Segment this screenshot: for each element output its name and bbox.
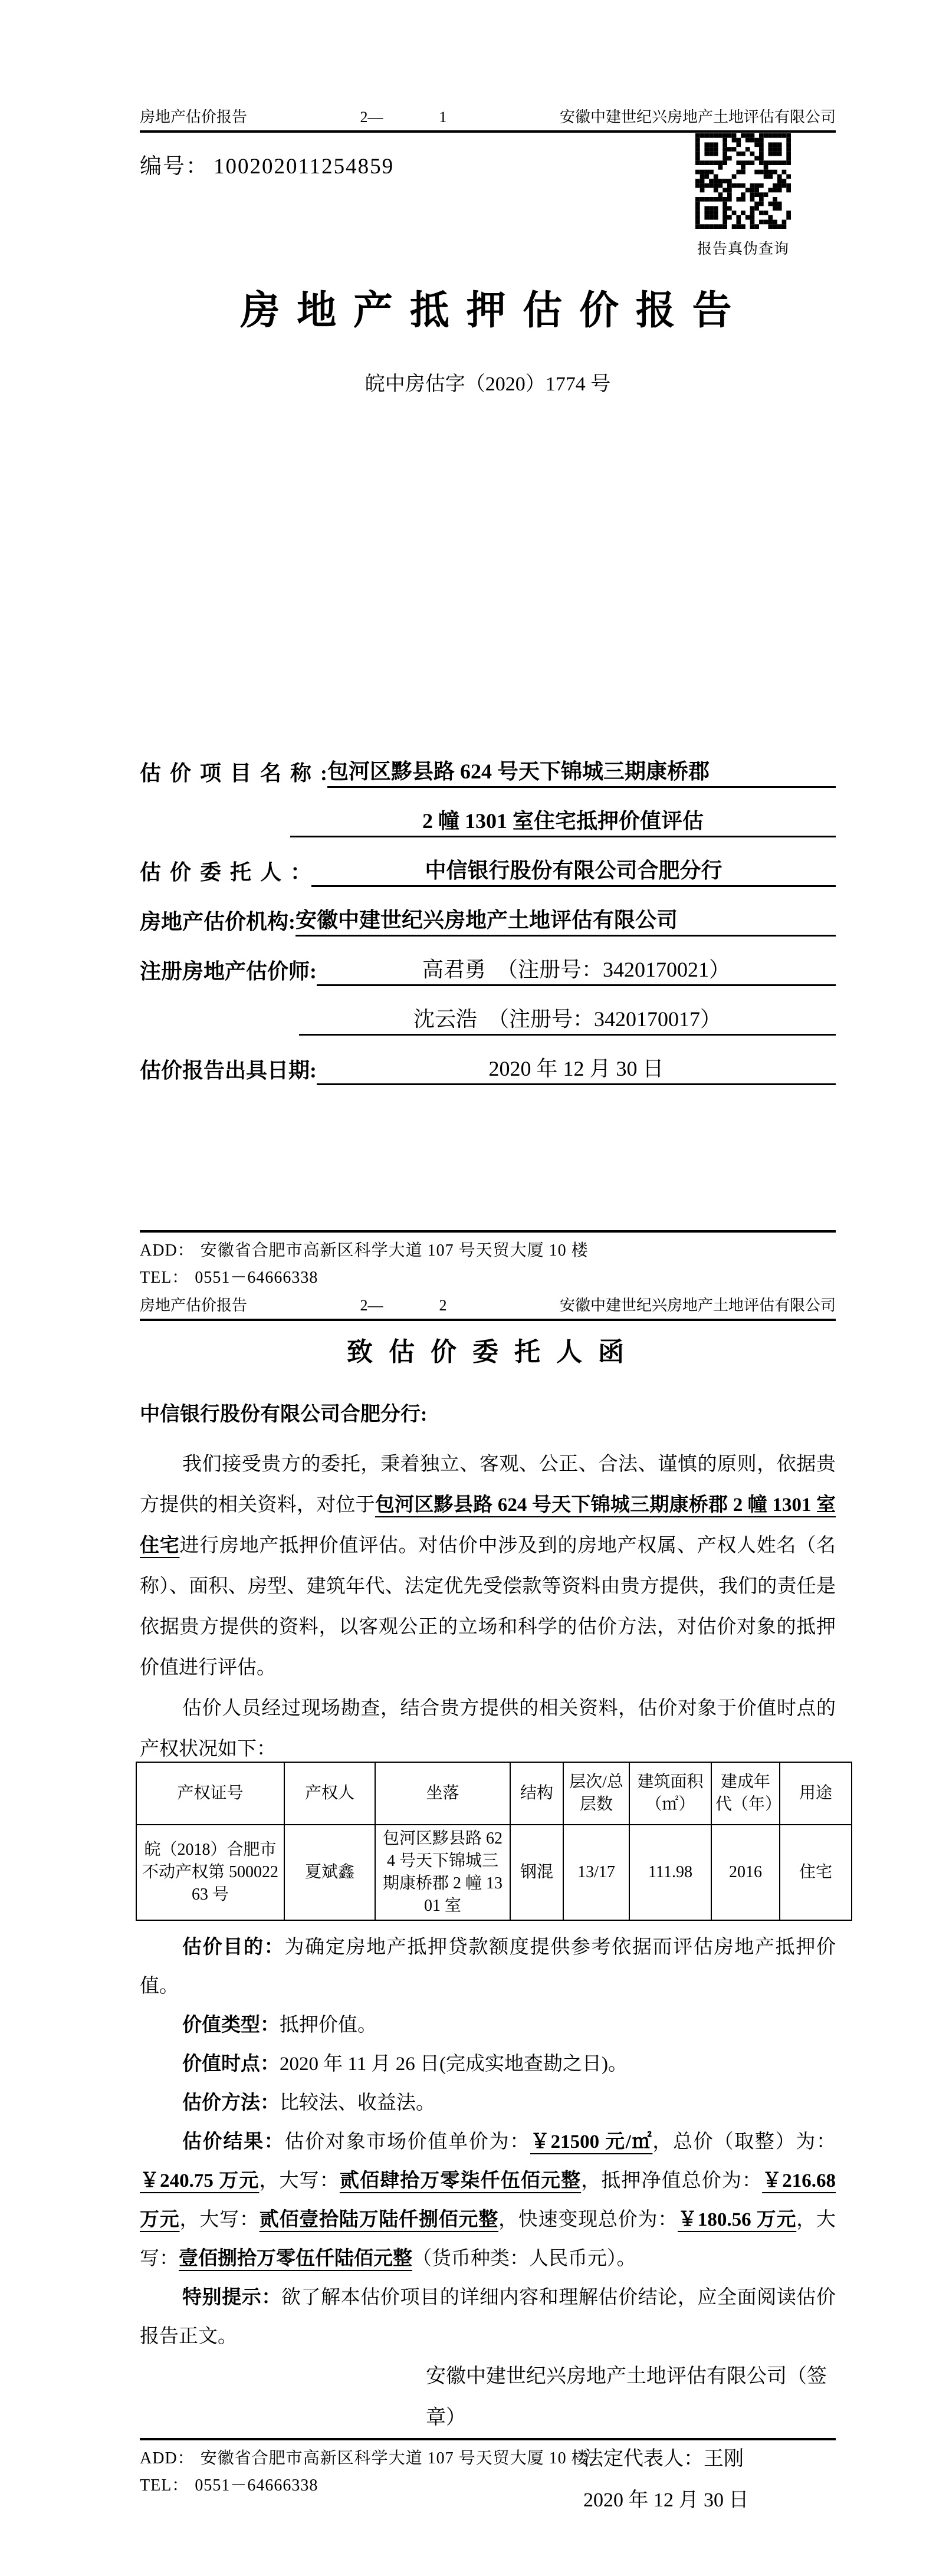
field-value: 中信银行股份有限公司合肥分行 xyxy=(311,854,836,887)
field-issue-date xyxy=(140,1036,836,1085)
table-cell-location: 包河区黟县路 624 号天下锦城三期康桥郡 2 幢 1301 室 xyxy=(375,1825,510,1920)
report-number-value: 100202011254859 xyxy=(214,155,395,179)
field-appraiser-1 xyxy=(140,937,836,986)
table-cell-structure: 钢混 xyxy=(510,1825,563,1920)
summary-items xyxy=(140,1928,836,2356)
table-header-row xyxy=(136,1762,852,1825)
footer-tel-label: TEL： xyxy=(140,2476,189,2495)
page-2-footer xyxy=(140,2438,836,2502)
field-value: 高君勇 （注册号：3420170021） xyxy=(317,953,836,986)
footer-tel-label: TEL： xyxy=(140,1269,189,1287)
page-number: 1 xyxy=(439,109,447,126)
page-2-content xyxy=(140,1296,836,2521)
page-number-prefix: 2— xyxy=(360,109,383,126)
qr-block xyxy=(695,133,792,258)
field-appraiser-2 xyxy=(140,986,836,1036)
footer-address-label: ADD： xyxy=(140,1241,195,1260)
field-value: 沈云浩 （注册号：3420170017） xyxy=(299,1003,836,1036)
table-cell-cert-no: 皖（2018）合肥市不动产权第 50002263 号 xyxy=(136,1825,284,1920)
letter-paragraph-2: 估价人员经过现场勘查，结合贵方提供的相关资料，估价对象于价值时点的产权状况如下： xyxy=(140,1698,836,1760)
cover-fields xyxy=(140,738,836,1085)
page-1-footer xyxy=(140,1230,836,1288)
table-header-cert-no: 产权证号 xyxy=(136,1762,284,1825)
footer-tel-value: 0551－64666338 xyxy=(195,2476,318,2495)
field-project-name xyxy=(140,738,836,788)
table-cell-year: 2016 xyxy=(711,1825,780,1920)
footer-address-line xyxy=(140,2447,836,2470)
item-result: 估价结果：估价对象市场价值单价为：￥21500 元/㎡，总价（取整）为：￥240.75 万元，大写：贰佰肆拾万零柒仟伍佰元整，抵押净值总价为：￥216.68 万元，大写：贰佰壹拾陆万陆仟捌佰元整，快速变现总价为：￥180.56 万元，大写：壹佰捌拾万零伍仟陆佰元整（货币种类：人民币元）。 xyxy=(140,2131,836,2269)
table-cell-area: 111.98 xyxy=(629,1825,711,1920)
field-label: 估 价 项 目 名 称 : xyxy=(140,761,327,785)
signature-date: 2020 年 12 月 30 日 xyxy=(583,2489,749,2511)
footer-tel-value: 0551－64666338 xyxy=(195,1269,318,1287)
field-agency xyxy=(140,887,836,937)
report-number-label: 编号： xyxy=(140,155,209,179)
table-cell-owner: 夏斌鑫 xyxy=(284,1825,375,1920)
item-purpose: 估价目的：为确定房地产抵押贷款额度提供参考依据而评估房地产抵押价值。 xyxy=(140,1937,836,1997)
table-cell-use: 住宅 xyxy=(780,1825,852,1920)
running-header-title: 房地产估价报告 xyxy=(140,1297,248,1314)
page-number: 2 xyxy=(439,1297,447,1314)
signature-legal-rep: 法定代表人：王刚 xyxy=(583,2448,744,2470)
qr-code xyxy=(695,133,792,229)
report-title: 房 地 产 抵 押 估 价 报 告 xyxy=(240,289,735,333)
table-header-location: 坐落 xyxy=(375,1762,510,1825)
table-header-year: 建成年代（年） xyxy=(711,1762,780,1825)
footer-address-line xyxy=(140,1240,836,1262)
running-header-company: 安徽中建世纪兴房地产土地评估有限公司 xyxy=(559,1297,836,1314)
field-value: 包河区黟县路 624 号天下锦城三期康桥郡 xyxy=(327,755,836,788)
table-header-use: 用途 xyxy=(780,1762,852,1825)
page-number-group xyxy=(360,108,447,127)
page-number-prefix: 2— xyxy=(360,1297,383,1314)
qr-caption: 报告真伪查询 xyxy=(697,241,789,257)
field-label: 估价报告出具日期: xyxy=(140,1059,317,1082)
footer-address-value: 安徽省合肥市高新区科学大道 107 号天贸大厦 10 楼 xyxy=(200,2449,589,2467)
footer-tel-line xyxy=(140,2475,836,2497)
letter-paragraph-1: 我们接受贵方的委托，秉着独立、客观、公正、合法、谨慎的原则，依据贵方提供的相关资料，对位于包河区黟县路 624 号天下锦城三期康桥郡 2 幢 1301 室住宅进行房地产抵押价值评估。对估价中涉及到的房地产权属、产权人姓名（名称）、面积、房型、建筑年代、法定优先受偿款等资料由贵方提供，我们的责任是依据贵方提供的资料，以客观公正的立场和科学的估价方法，对估价对象的抵押价值进行评估。 xyxy=(140,1454,836,1678)
field-value: 2 幢 1301 室住宅抵押价值评估 xyxy=(290,804,836,837)
page-1-running-header xyxy=(140,108,836,133)
running-header-company: 安徽中建世纪兴房地产土地评估有限公司 xyxy=(559,109,836,126)
page-number-group xyxy=(360,1296,447,1315)
item-value-date: 价值时点：2020 年 11 月 26 日(完成实地查勘之日)。 xyxy=(182,2053,628,2075)
footer-address-value: 安徽省合肥市高新区科学大道 107 号天贸大厦 10 楼 xyxy=(200,1241,589,1260)
field-value: 2020 年 12 月 30 日 xyxy=(317,1052,836,1085)
item-special-note: 特别提示：欲了解本估价项目的详细内容和理解估价结论，应全面阅读估价报告正文。 xyxy=(140,2287,836,2347)
property-rights-table xyxy=(136,1762,852,1921)
field-label: 注册房地产估价师: xyxy=(140,960,317,983)
running-header-title: 房地产估价报告 xyxy=(140,109,248,126)
letter-title: 致 估 价 委 托 人 函 xyxy=(347,1338,629,1366)
field-project-name-line2 xyxy=(140,788,836,837)
table-data-row xyxy=(136,1825,852,1920)
signature-company: 安徽中建世纪兴房地产土地评估有限公司（签章） xyxy=(426,2365,827,2429)
table-header-area: 建筑面积（㎡） xyxy=(629,1762,711,1825)
page-2-running-header xyxy=(140,1296,836,1321)
item-method: 估价方法：比较法、收益法。 xyxy=(182,2092,435,2114)
table-header-structure: 结构 xyxy=(510,1762,563,1825)
letter-salutation: 中信银行股份有限公司合肥分行: xyxy=(140,1404,428,1425)
footer-address-label: ADD： xyxy=(140,2449,195,2467)
footer-tel-line xyxy=(140,1267,836,1288)
page-2 xyxy=(0,1288,936,2576)
field-value: 安徽中建世纪兴房地产土地评估有限公司 xyxy=(295,903,836,937)
field-client xyxy=(140,837,836,887)
table-header-floor: 层次/总层数 xyxy=(563,1762,629,1825)
table-header-owner: 产权人 xyxy=(284,1762,375,1825)
item-value-type: 价值类型：抵押价值。 xyxy=(182,2015,377,2036)
report-doc-number: 皖中房估字（2020）1774 号 xyxy=(364,373,611,395)
field-label: 估 价 委 托 人 ： xyxy=(140,860,312,884)
table-cell-floor: 13/17 xyxy=(563,1825,629,1920)
field-label: 房地产估价机构: xyxy=(140,910,295,934)
